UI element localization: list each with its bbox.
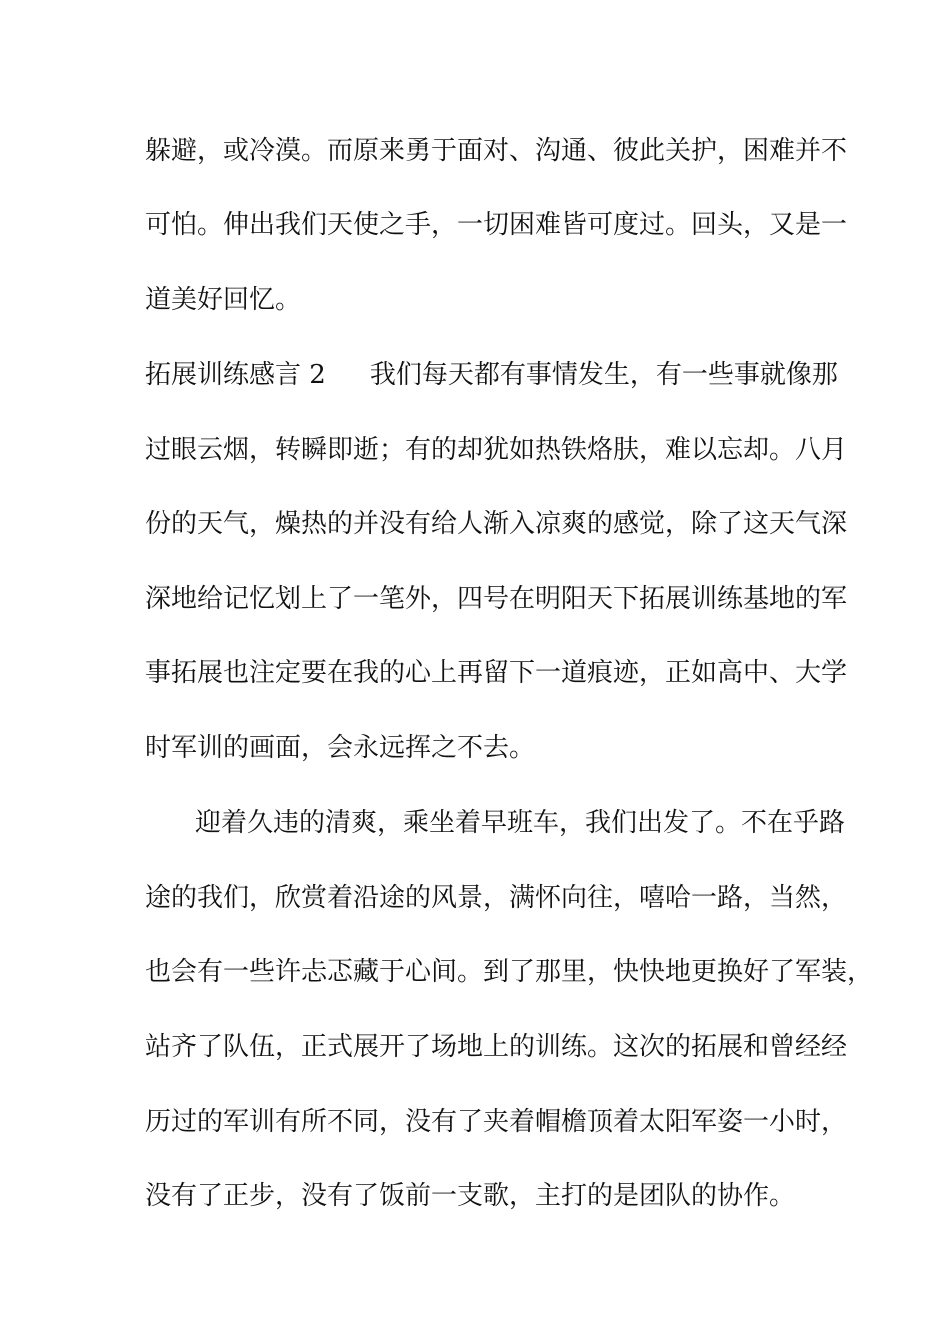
paragraph-line: 历过的军训有所不同，没有了夹着帽檐顶着太阳军姿一小时， bbox=[145, 1107, 848, 1137]
paragraph-line: 我们每天都有事情发生，有一些事就像那 bbox=[369, 360, 838, 390]
paragraph-line: 途的我们，欣赏着沿途的风景，满怀向往，嘻哈一路，当然， bbox=[145, 883, 848, 913]
paragraph-line: 深地给记忆划上了一笔外，四号在明阳天下拓展训练基地的军 bbox=[145, 584, 848, 614]
paragraph-line: 可怕。伸出我们天使之手，一切困难皆可度过。回头，又是一 bbox=[145, 210, 848, 240]
paragraph-line: 事拓展也注定要在我的心上再留下一道痕迹，正如高中、大学 bbox=[145, 658, 848, 688]
paragraph-line: 躲避，或冷漠。而原来勇于面对、沟通、彼此关护，困难并不 bbox=[145, 136, 848, 166]
paragraph-line: 站齐了队伍，正式展开了场地上的训练。这次的拓展和曾经经 bbox=[145, 1032, 848, 1062]
section-heading-line bbox=[145, 357, 838, 393]
paragraph-line: 过眼云烟，转瞬即逝；有的却犹如热铁烙肤，难以忘却。八月 bbox=[145, 435, 848, 465]
paragraph-line: 时军训的画面，会永远挥之不去。 bbox=[145, 733, 536, 763]
paragraph-line: 迎着久违的清爽，乘坐着早班车，我们出发了。不在乎路 bbox=[195, 808, 846, 838]
paragraph-line: 也会有一些许忐忑藏于心间。到了那里，快快地更换好了军装， bbox=[145, 957, 874, 987]
paragraph-line: 道美好回忆。 bbox=[145, 285, 302, 315]
section-title: 拓展训练感言 2 bbox=[145, 360, 326, 390]
paragraph-line: 份的天气，燥热的并没有给人渐入凉爽的感觉，除了这天气深 bbox=[145, 509, 848, 539]
paragraph-line: 没有了正步，没有了饭前一支歌，主打的是团队的协作。 bbox=[145, 1181, 796, 1211]
